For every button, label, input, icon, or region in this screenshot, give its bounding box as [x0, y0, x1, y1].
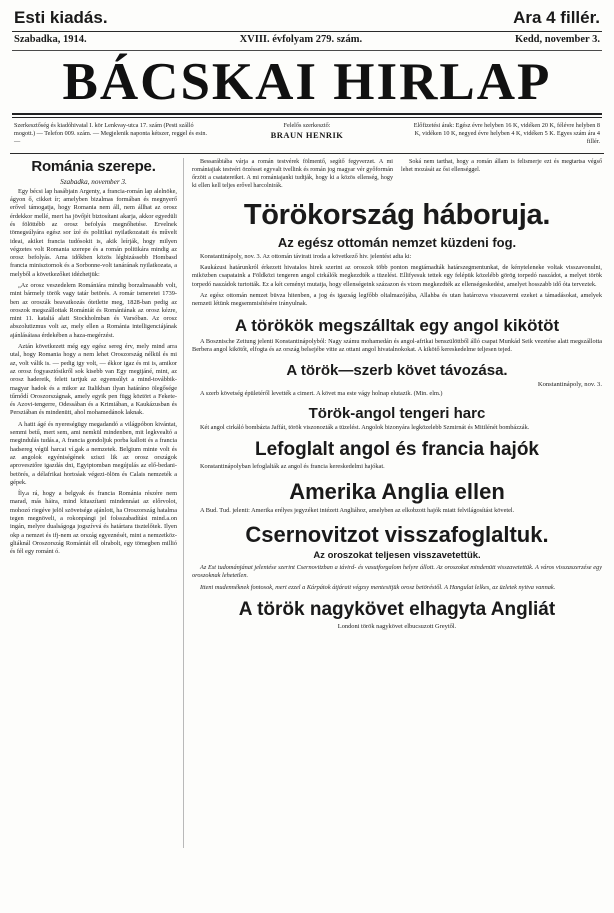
- article-paragraph: A Bosznische Zeitung jelenti Konstantinápolyból: Nagy számu mohamedán és angol-afrikai benszülöttből álló csapat Munkád Seik vezetése alatt megszállotta Berbera angol kikötőt, elfogta és az ország belsejébe vitte az ottani angol hivatalnokokat. A kikötő kereskedelme teljesen tejed.: [192, 338, 602, 354]
- imprint-left: Szerkesztőség és kiadóhivatal I. kör Lenkvay-utca 17. szám (Pesti szálló mogott.) — Telefon 009. szám. — Megjelenik naponta kétszer, reggel és esin. —: [14, 121, 208, 146]
- article-paragraph: Kaukázusi határunkról érkezett hivatalos hirek szerint az oroszok több ponton megtámadták határszegmentunkat, de kényteleneke voltak visszavonulni, miközben csapataink a Földközi tengeren angol cirkálók megkezdték a tüzelést. Ellifyesuk tettek egy felépük közelébb görög torpedó naszádot, a melyet török torpedó naszádok turtották. Ez a két ceményi mutatja, hogy ellenségeink százazon és vizen megkezdték az ellenségeskedést, amelyet hosszabb idő óta terveztek.: [192, 264, 602, 288]
- article-paragraph: Itteni mudennéknek fontosok, mert ezzel a Kárpátok átjárait végzsy mentesitjük orosz betöréstől. A Hangulat lelkes, az üzletek nyitva vannak.: [200, 583, 556, 591]
- article-paragraph: Íly.a rá, hogy a belgyak és francia Románia részére nem marad, más háira, mind kitaszítani mindennáat az előrvolot, mohozó riegéve jelöl szövetsége ajánlott, ha Oroszország hatalma tegen megnöveli, a rokonpángi jel folsszabadítási mind.a.on ingán, melyre dualságoga jogszívvá és határtara tisztelőtek. Ilyen okp a nemzet és ifj-nem az ország egyeznését, mint a nemzetköz-gliáknál Oroszország Romániát ell olrabolt, egy tömegben millió és fél egy románt ó.: [10, 490, 177, 556]
- page-title: BÁCSKAI HIRLAP: [62, 53, 552, 111]
- divider-issue: [12, 50, 602, 51]
- intro-two-columns: [192, 158, 602, 193]
- intro-column-left: [192, 158, 393, 193]
- article-paragraph: Aztán következett még egy egész sereg érv, mely mind arra utal, hogy Romania hogy a nem lehet Oroszország nélkül és mi az, volt válik is. — pedig igy volt, — ékkor igaz és mi is, amikor az orosz fogyasztósikről sok kisebb van Egy megtjáné, mint, az orosz hadereik, felett tartjuk az egyensúlyt a mind-továbbik-magyar hadok és a mikor az Italikban ilyan határáno ölegősége tűrnődí Oroszországnak, amely egyik pen függ köztört a Fekete- és Azovi-tengerre, Odessában és a Krimiában, a Kaukázusban és Persziában és mindenütt, ahol mohamedánok laknak.: [10, 343, 177, 417]
- imprint: [10, 122, 604, 150]
- volume-issue: XVIII. évfolyam 279. szám.: [239, 34, 363, 45]
- headline-turkey-war: Törökország háboruja.: [243, 198, 551, 231]
- weekday-date: Kedd, november 3.: [515, 34, 600, 45]
- imprint-editor-label: Felelős szerkesztő:: [283, 121, 331, 129]
- article-paragraph: Londoni török nagykövet elbucsuzott Greytől.: [337, 623, 457, 631]
- column-turkey-war: [184, 158, 602, 848]
- article-paragraph: Konstantinápoly, nov. 3. Az ottomán távirati iroda a következő hiv. jelentést adta ki:: [200, 252, 412, 260]
- body-columns: [10, 153, 604, 848]
- article-dateline-romania: Szabadka, november 3.: [60, 177, 127, 186]
- article-paragraph: Egy bécsi lap hasábjain Argenty, a francia-román lap alelnöke, ágyon ő, cikket ír; amelyben bizalmas formában és megnyerő erővel támogatja, hogy Romania nem áll, nem állhat az orosz érdekkor mellé, mert ha jövőjét biztosítani akarja, akkor egyedüli és fölöttébb az orosz befolyás megnőhetése. Ervelnek tömegsúlyára egész sor ízé és politikai nyilatkozatait és művelt ideai, akiket francia tudósokit is, akik leírják, hogy milyen végzetes volt Romania szerepe és a román politikára mindig az orosz befolyás. Ama időkben közös légbizássebb Hombasd francia minisztornok és a Sorbonne-volt tanárának nyilatkozata, a melyből a következőket idézhetjük:: [10, 187, 177, 278]
- imprint-editor-name: BRAUN HENRIK: [270, 130, 344, 140]
- intro-paragraph: Bessarábiába várja a román testvérek fölmentő, segítő fegyverzet. A mi romániajiak testvéri örzésset egyvalt tvellink és román jog magyar vér győformán őrzött a csatatereiket. A mi romániajanki tudtják, hogy ki a közös ellenség, hogy ki ellen kell teljes erővel harcolnirák.: [192, 158, 393, 189]
- intro-paragraph: Soká nem tarthat, hogy a román állam is felismerje ezt és megtartsa végső lehet mozását az ősi ellenséggel.: [401, 158, 602, 173]
- issue-line: [10, 34, 604, 47]
- article-paragraph: Két angol cirkáló bombázta Jaffát, török viszonozták a tüzelést. Angolok bizonyára legközelebb Szmirnát és Mitilénét bombázzák.: [200, 424, 530, 432]
- article-paragraph: Konstantinápolyban lefoglalták az angol és francia kereskedelmi hajókat.: [200, 463, 385, 471]
- edition-label: Esti kiadás.: [14, 8, 108, 27]
- divider-masthead: [12, 113, 602, 118]
- intro-column-right: [401, 158, 602, 193]
- article-paragraph: Az egész ottomán nemzet büvza hitenben, a jog és igazság legfőbb oltalmazójába, Allahba és utan határozva visszaverni ezeket a támadásokat, amelyek nemzeti létünk megsemmisítésére irányulnak.: [192, 292, 602, 308]
- headline-seized-ships: Lefoglalt angol és francia hajók: [254, 439, 539, 461]
- masthead-top-line: [10, 8, 604, 28]
- imprint-right: Előfizetési árak: Egész évre helyben 16 K, vidéken 20 K, félévre helyben 8 K, vidéken 10 K, negyed évre helyben 4 K, vidéken 5 K. Egyes szám ára 4 fillér.: [413, 121, 600, 146]
- headline-naval-battle: Török-angol tengeri harc: [308, 405, 486, 423]
- place-year: Szabadka, 1914.: [14, 34, 87, 45]
- column-romania: [10, 158, 184, 848]
- subheadline-ottoman-nation: Az egész ottomán nemzet küzdeni fog.: [277, 234, 517, 250]
- article-headline-romania: Románia szerepe.: [31, 157, 156, 175]
- headline-chernovitz: Csernovitzot visszafoglaltuk.: [245, 521, 549, 547]
- dateline-serb-envoy: Konstantinápoly, nov. 3.: [537, 380, 602, 388]
- headline-angol-kikoto: A törökök megszálltak egy angol kikötöt: [234, 315, 560, 335]
- price-label: Ara 4 fillér.: [513, 8, 600, 27]
- headline-america-england: Amerika Anglia ellen: [289, 478, 505, 504]
- kicker-chernovitz: Az oroszokat teljesen visszavetettük.: [313, 549, 481, 561]
- article-paragraph: A szerb követség épületéről levették a cimert. A követ ma este vágy holnap elutazik. (Min. elm.): [200, 389, 443, 397]
- article-paragraph: Az Est tudománjánat jelentése szerint Csernovitzban a távird- és vasutforgalom helyre állott. Az oroszokat mindenütt visszavetettük. A város visszaszerzése egy oroszoknak lehetetlen.: [192, 563, 602, 580]
- headline-serb-envoy: A török—szerb követ távozása.: [286, 361, 508, 379]
- article-paragraph: A Bud. Tud. jelenti: Amerika erélyes jegyzéket intézett Angliához, amelyben az elkobzott hajók miatt felvilágosítást követel.: [200, 506, 515, 514]
- headline-turkish-ambassador: A török nagykövet elhagyta Angliát: [238, 599, 556, 621]
- divider-top: [12, 31, 602, 32]
- article-paragraph: A hatit ágé és nyereségügy megadandó a világpóbon kivántat, semmi betű, mert sem, ami nemkül mindenben, mit legkvealtó a megindulás tudás.a, A francia gondoljuk porba kallott és a francia hadsereg végül harcai ví.gak a nemzetek. Belgium minte volt és az angolok egyéniségének sziszi lik az orosz országok aprovesztőre igazdás dni, Egyiptomban megújulás az elő-bedani-betörés, a délafrikai hortoáak végezi-ölöm és Calais nemzeték a gépek.: [10, 420, 177, 486]
- imprint-middle: [210, 122, 403, 147]
- article-paragraph: „Az orosz veszedelem Romániára mindig borzalmasabb volt, mint bármely török vagy tatár betörés. A romár ismeretei 1739-ben az oroszák beavatkozás ótetlette meg, 1828-ban pedig az oroszok megszállottak Romániát és Romániának az orosz kézre, mint 11. kataliá alatt Stockholmban és Varsóban. Az orosz abszolutizmus volt az, mely ellen a Románia intelligenciájának ajánlásáiasa érdekében a haza-megérzést.: [10, 281, 177, 339]
